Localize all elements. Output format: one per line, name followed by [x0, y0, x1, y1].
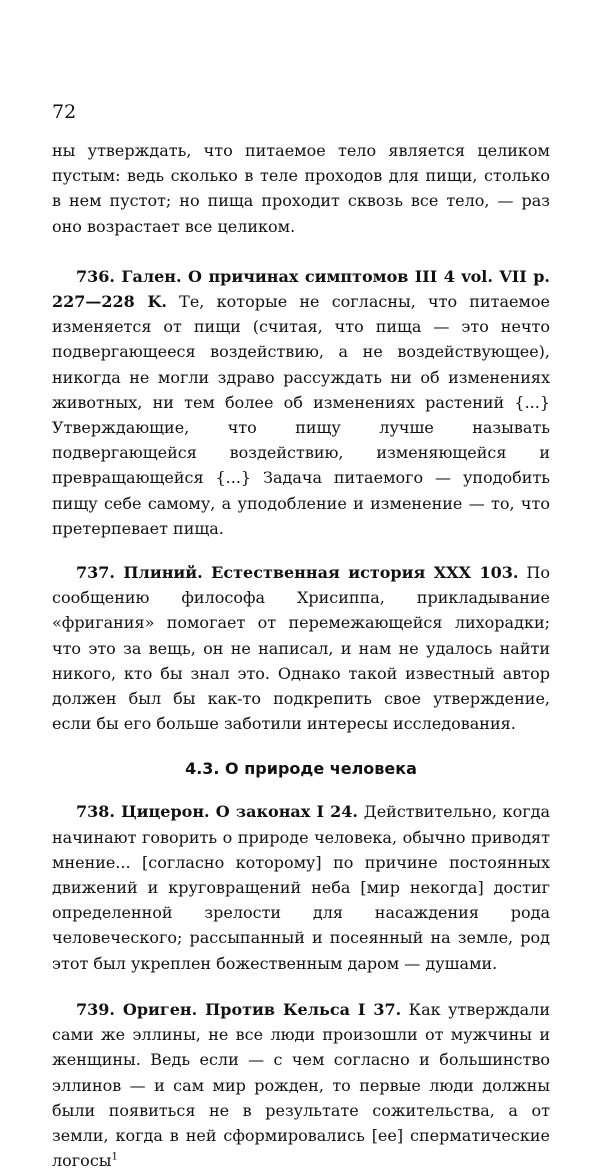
- fragment-reference: 739. Ориген. Против Кельса I 37.: [76, 999, 402, 1019]
- section-heading: 4.3. О природе человека: [185, 759, 417, 779]
- fragment-738: [52, 799, 550, 975]
- fragment-736: [52, 264, 550, 541]
- page-content: [52, 138, 550, 1173]
- fragment-reference: 738. Цицерон. О законах I 24.: [76, 802, 359, 822]
- fragment-text: Действительно, когда начинают говорить о природе человека, обычно приводят мнение... [согласно которому] по причине постоянных движений и круговращений неба [мир некогда] достиг определенной зрелости для насаждения рода человеческого; рассыпанный и посеянный на земле, род этот был укреплен божественным даром — душами.: [52, 802, 551, 973]
- fragment-text: Как утверждали сами же эллины, не все люди произошли от мужчины и женщины. Ведь если — с чем согласно и большинство эллинов — и сам мир рожден, то первые люди должны были появиться не в результате сожительства, а от земли, когда в ней сформировались [ее] сперматические логосы: [52, 999, 550, 1171]
- fragment-reference: 737. Плиний. Естественная история XXX 103.: [76, 563, 519, 583]
- fragment-reference: 736. Гален. О причинах симптомов III 4 vol. VII p. 227—228 K.: [52, 266, 550, 312]
- page-number: 72: [52, 101, 77, 123]
- fragment-739: [52, 997, 550, 1173]
- fragment-text: По сообщению философа Хрисиппа, прикладывание «фригания» помогает от перемежающейся лихорадки; что это за вещь, он не написал, и нам не удалось найти никого, кто бы знал это. Однако такой известный автор должен был бы как-то подкрепить свое утверждение, если бы его больше заботили интересы исследования.: [52, 563, 551, 734]
- fragment-text: Те, которые не согласны, что питаемое изменяется от пищи (считая, что пища — это нечто подвергающееся воздействию, а не воздействующее), никогда не могли здраво рассуждать ни об изменениях животных, ни тем более об изменениях растений {...} Утверждающие, что пищу лучше называть подвергающейся воздействию, изменяющейся и превращающейся {...} Задача питаемого — уподобить пищу себе самому, а уподобление и изменение — то, что претерпевает пища.: [52, 292, 551, 538]
- fragment-737: [52, 560, 550, 736]
- continuation-paragraph: ны утверждать, что питаемое тело является целиком пустым: ведь сколько в теле проходов для пищи, столько в нем пустот; но пища проходит сквозь все тело, — раз оно возрастает все целиком.: [52, 141, 550, 236]
- footnote-marker: 1: [111, 1151, 118, 1163]
